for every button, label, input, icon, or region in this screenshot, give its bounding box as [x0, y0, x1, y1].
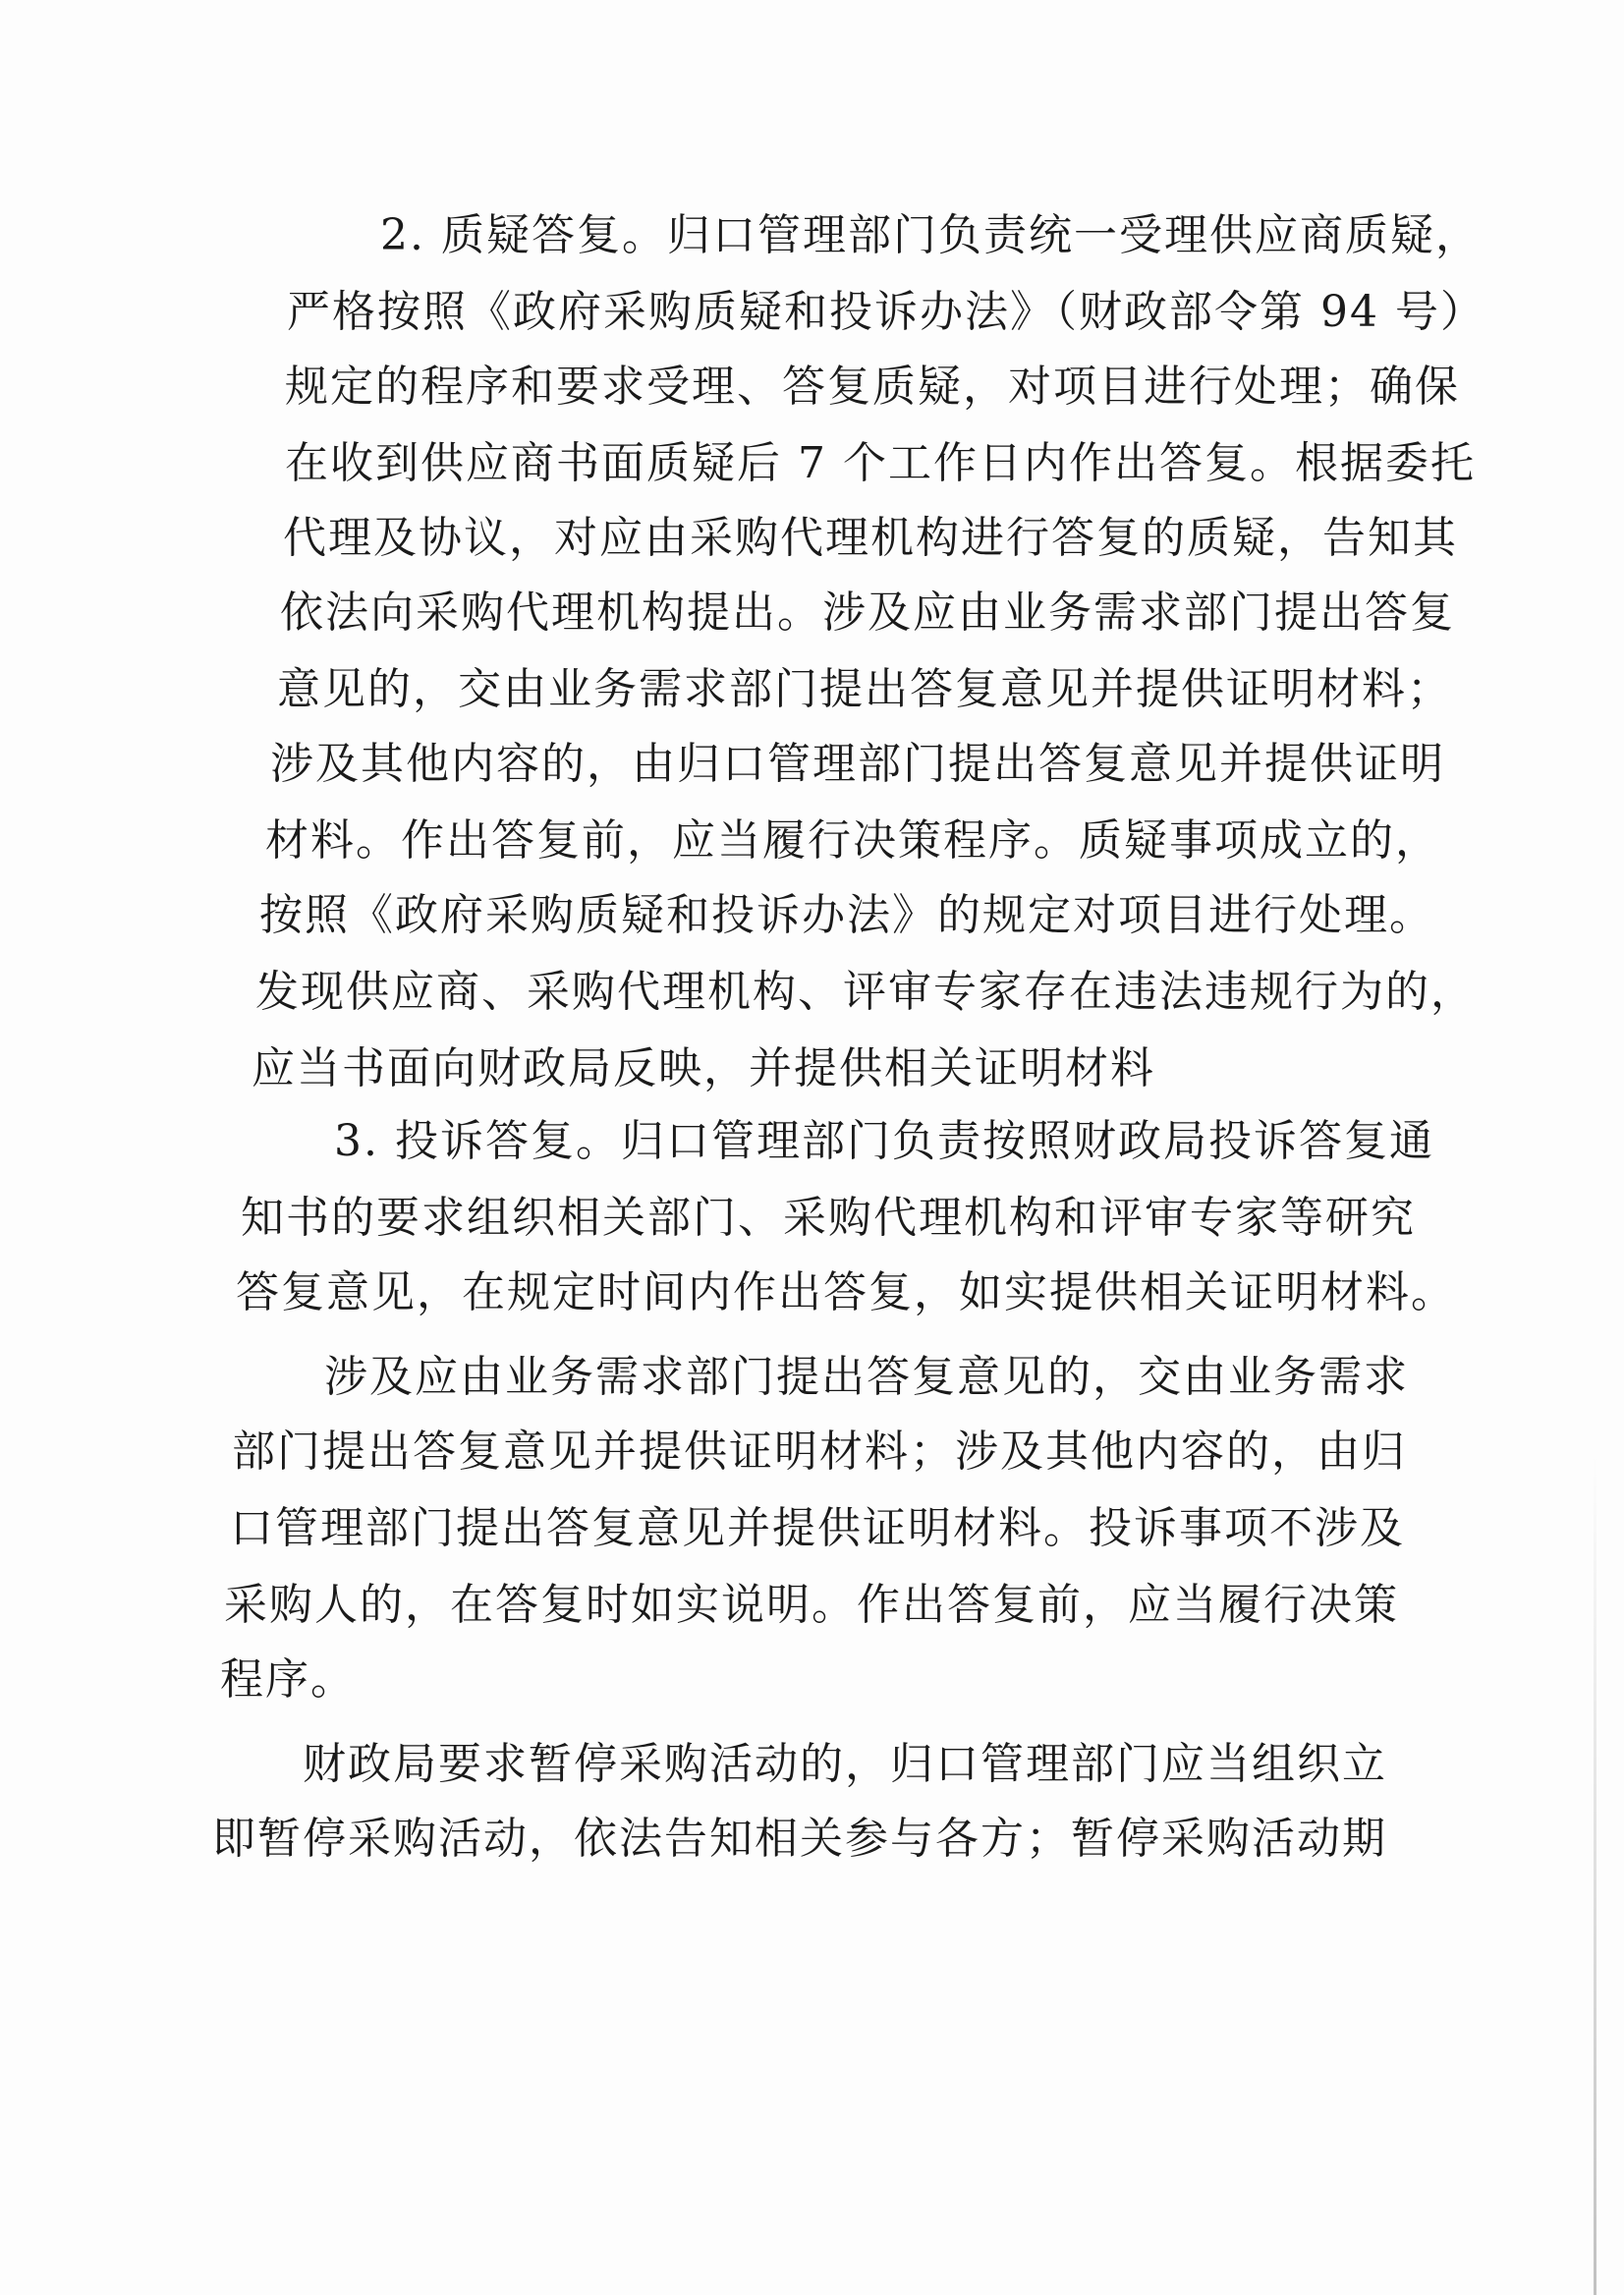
text-line: 应当书面向财政局反映，并提供相关证明材料 [252, 1043, 1155, 1093]
text-line: 知书的要求组织相关部门、采购代理机构和评审专家等研究 [241, 1193, 1416, 1243]
text-line: 代理及协议，对应由采购代理机构进行答复的质疑，告知其 [283, 513, 1458, 563]
text-line: 3. 投诉答复。归口管理部门负责按照财政局投诉答复通 [334, 1116, 1434, 1166]
text-line: 口管理部门提出答复意见并提供证明材料。投诉事项不涉及 [230, 1503, 1405, 1553]
text-line: 2. 质疑答复。归口管理部门负责统一受理供应商质疑， [380, 210, 1481, 260]
text-line: 财政局要求暂停采购活动的，归口管理部门应当组织立 [303, 1739, 1387, 1789]
text-line: 即暂停采购活动，依法告知相关参与各方；暂停采购活动期 [212, 1814, 1387, 1864]
text-line: 采购人的，在答复时如实说明。作出答复前，应当履行决策 [224, 1580, 1399, 1630]
text-line: 涉及其他内容的，由归口管理部门提出答复意见并提供证明 [270, 739, 1445, 789]
text-line: 在收到供应商书面质疑后 7 个工作日内作出答复。根据委托 [285, 438, 1476, 488]
text-line: 按照《政府采购质疑和投诉办法》的规定对项目进行处理。 [259, 890, 1434, 940]
text-line: 涉及应由业务需求部门提出答复意见的，交由业务需求 [324, 1352, 1409, 1402]
text-line: 材料。作出答复前，应当履行决策程序。质疑事项成立的， [265, 815, 1440, 866]
text-line: 规定的程序和要求受理、答复质疑，对项目进行处理；确保 [285, 362, 1460, 412]
text-line: 依法向采购代理机构提出。涉及应由业务需求部门提出答复 [280, 588, 1455, 638]
text-line: 发现供应商、采购代理机构、评审专家存在违法违规行为的， [255, 967, 1476, 1017]
text-line: 部门提出答复意见并提供证明材料；涉及其他内容的，由归 [232, 1427, 1407, 1477]
text-line: 答复意见，在规定时间内作出答复，如实提供相关证明材料。 [236, 1267, 1456, 1317]
text-line: 严格按照《政府采购质疑和投诉办法》（财政部令第 94 号） [287, 287, 1485, 337]
text-line: 意见的，交由业务需求部门提出答复意见并提供证明材料； [277, 664, 1452, 714]
text-line: 程序。 [220, 1654, 356, 1705]
page-edge-shadow [1594, 1454, 1596, 2295]
